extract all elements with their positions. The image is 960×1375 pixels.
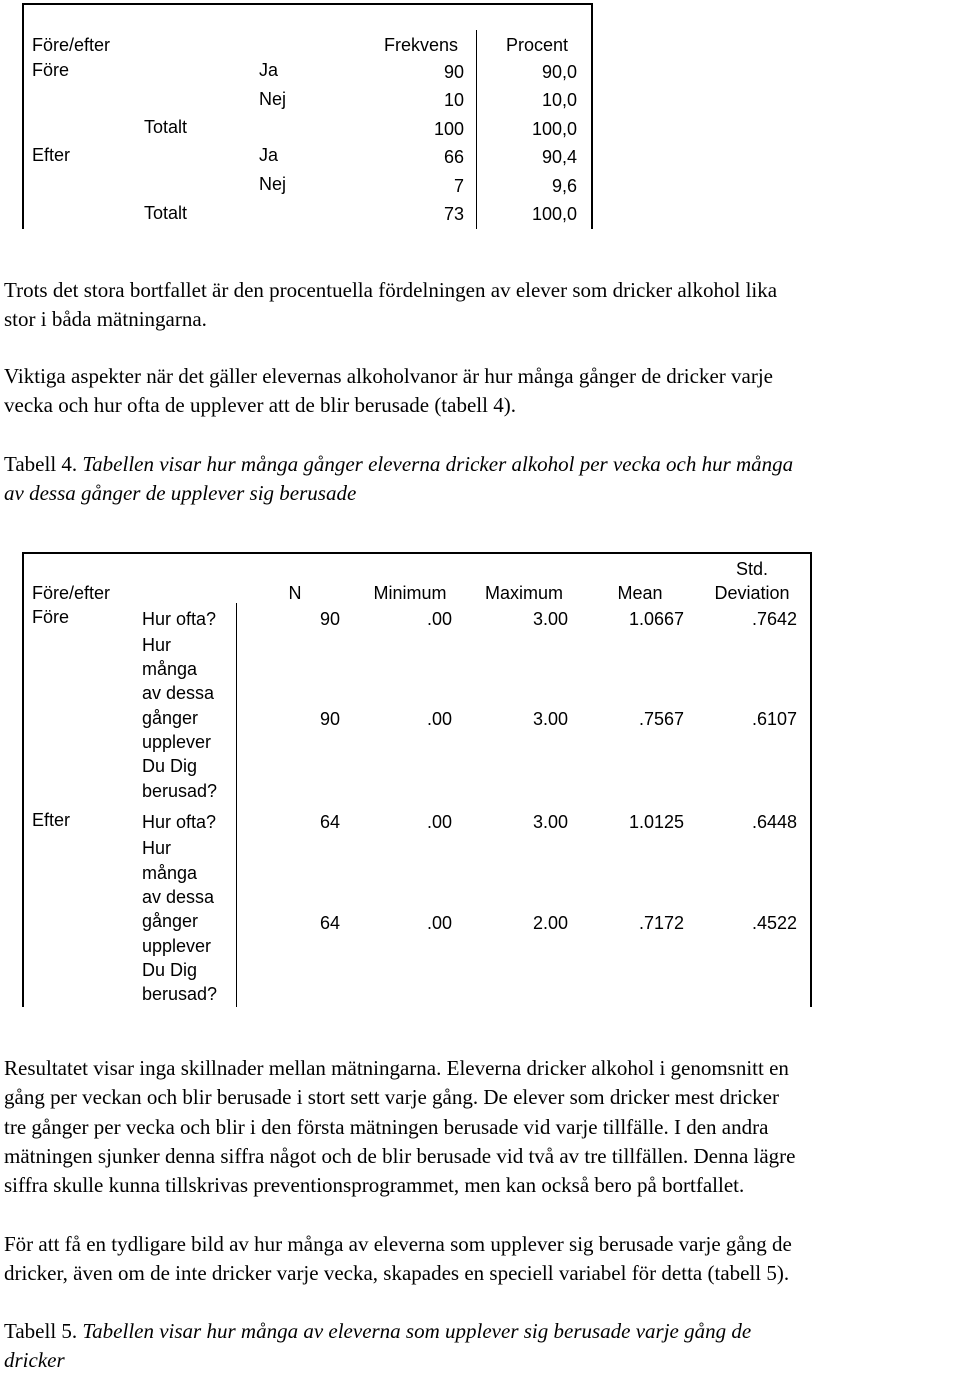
- caption-text: Tabellen visar hur många gånger eleverna dricker alkohol per vecka och hur många: [82, 452, 794, 476]
- row-label: många: [142, 659, 198, 679]
- row-freq: 90: [443, 62, 464, 82]
- row-label: Hur ofta?: [142, 812, 217, 832]
- caption-text: dricker: [4, 1348, 65, 1372]
- row-label: av dessa: [142, 887, 215, 907]
- row-n: 90: [319, 709, 340, 729]
- row-max: 3.00: [532, 609, 568, 629]
- row-max: 2.00: [532, 913, 568, 933]
- caption-text: Tabellen visar hur många av eleverna som upplever sig berusade varje gång de: [82, 1319, 752, 1343]
- header-mean: Mean: [617, 583, 663, 603]
- row-pct: 100,0: [531, 204, 577, 224]
- paragraph-line: dricker, även om de inte dricker varje vecka, skapades en speciell variabel för detta (tabell 5).: [4, 1261, 790, 1285]
- row-sub: Totalt: [144, 117, 188, 137]
- paragraph-line: Viktiga aspekter när det gäller elevernas alkoholvanor är hur många gånger de dricker varje: [4, 364, 773, 388]
- row-label: upplever: [142, 936, 212, 956]
- row-mean: .7567: [638, 709, 684, 729]
- row-pct: 100,0: [531, 119, 577, 139]
- row-label: upplever: [142, 732, 212, 752]
- row-sub: Ja: [259, 145, 279, 165]
- row-label: Du Dig: [142, 960, 198, 980]
- row-pct: 90,4: [541, 147, 577, 167]
- paragraph-line: Trots det stora bortfallet är den procentuella fördelningen av elever som dricker alkohol lika: [4, 278, 778, 302]
- paragraph-line: Resultatet visar inga skillnader mellan mätningarna. Eleverna dricker alkohol i genomsnitt en: [4, 1056, 789, 1080]
- row-label: Hur: [142, 838, 172, 858]
- paragraph-line: tre gånger per vecka och blir i den första mätningen berusade vid varje tillfälle. I den andra: [4, 1115, 769, 1139]
- row-min: .00: [426, 709, 452, 729]
- row-freq: 73: [443, 204, 464, 224]
- row-mean: 1.0667: [628, 609, 684, 629]
- paragraph-line: stor i båda mätningarna.: [4, 307, 207, 331]
- column-divider: [236, 603, 237, 1007]
- header-frekvens: Frekvens: [383, 35, 458, 55]
- row-n: 64: [319, 913, 340, 933]
- caption-text: av dessa gånger de upplever sig berusade: [4, 481, 357, 505]
- row-mean: .7172: [638, 913, 684, 933]
- header-minimum: Minimum: [373, 583, 447, 603]
- caption-label: Tabell 4.: [4, 452, 78, 476]
- paragraph-line: mätningen sjunker denna siffra något och de blir berusade vid två av tre tillfällen. Denna lägre: [4, 1144, 796, 1168]
- table-top-border: [22, 552, 812, 554]
- row-n: 64: [319, 812, 340, 832]
- row-group: Före: [32, 607, 70, 627]
- row-std: .4522: [751, 913, 797, 933]
- row-mean: 1.0125: [628, 812, 684, 832]
- row-label: berusad?: [142, 781, 218, 801]
- row-freq: 66: [443, 147, 464, 167]
- row-sub: Ja: [259, 60, 279, 80]
- row-freq: 100: [433, 119, 464, 139]
- header-maximum: Maximum: [484, 583, 563, 603]
- table-caption: [4, 1317, 751, 1346]
- header-procent: Procent: [505, 35, 568, 55]
- row-min: .00: [426, 609, 452, 629]
- row-std: .6448: [751, 812, 797, 832]
- row-freq: 10: [443, 90, 464, 110]
- table-left-border: [22, 552, 24, 1007]
- caption-label: Tabell 5.: [4, 1319, 78, 1343]
- row-label: Du Dig: [142, 756, 198, 776]
- row-label: gånger: [142, 911, 199, 931]
- header-fore-efter: Före/efter: [32, 583, 111, 603]
- paragraph-line: vecka och hur ofta de upplever att de blir berusade (tabell 4).: [4, 393, 516, 417]
- paragraph-line: siffra skulle kunna tillskrivas preventionsprogrammet, men kan också bero på bortfallet.: [4, 1173, 745, 1197]
- row-freq: 7: [453, 176, 464, 196]
- row-max: 3.00: [532, 812, 568, 832]
- row-label: berusad?: [142, 984, 218, 1004]
- row-std: .6107: [751, 709, 797, 729]
- row-max: 3.00: [532, 709, 568, 729]
- row-n: 90: [319, 609, 340, 629]
- row-group: Före: [32, 60, 70, 80]
- row-label: gånger: [142, 708, 199, 728]
- header-fore-efter: Före/efter: [32, 35, 111, 55]
- row-pct: 90,0: [541, 62, 577, 82]
- row-label: Hur ofta?: [142, 609, 217, 629]
- row-min: .00: [426, 913, 452, 933]
- row-std: .7642: [751, 609, 797, 629]
- row-label: Hur: [142, 635, 172, 655]
- row-sub: Nej: [259, 89, 287, 109]
- row-group: Efter: [32, 810, 71, 830]
- row-group: Efter: [32, 145, 71, 165]
- row-min: .00: [426, 812, 452, 832]
- paragraph-line: gång per veckan och blir berusade i stort sett varje gång. De elever som dricker mest dricker: [4, 1085, 779, 1109]
- row-label: av dessa: [142, 683, 215, 703]
- row-sub: Totalt: [144, 203, 188, 223]
- header-n: N: [288, 583, 302, 603]
- row-pct: 9,6: [551, 176, 577, 196]
- header-deviation: Deviation: [714, 583, 790, 603]
- row-pct: 10,0: [541, 90, 577, 110]
- header-std: Std.: [735, 559, 769, 579]
- table-right-border: [810, 552, 812, 1007]
- row-label: många: [142, 863, 198, 883]
- row-sub: Nej: [259, 174, 287, 194]
- paragraph-line: För att få en tydligare bild av hur många av eleverna som upplever sig berusade varje gång de: [4, 1232, 792, 1256]
